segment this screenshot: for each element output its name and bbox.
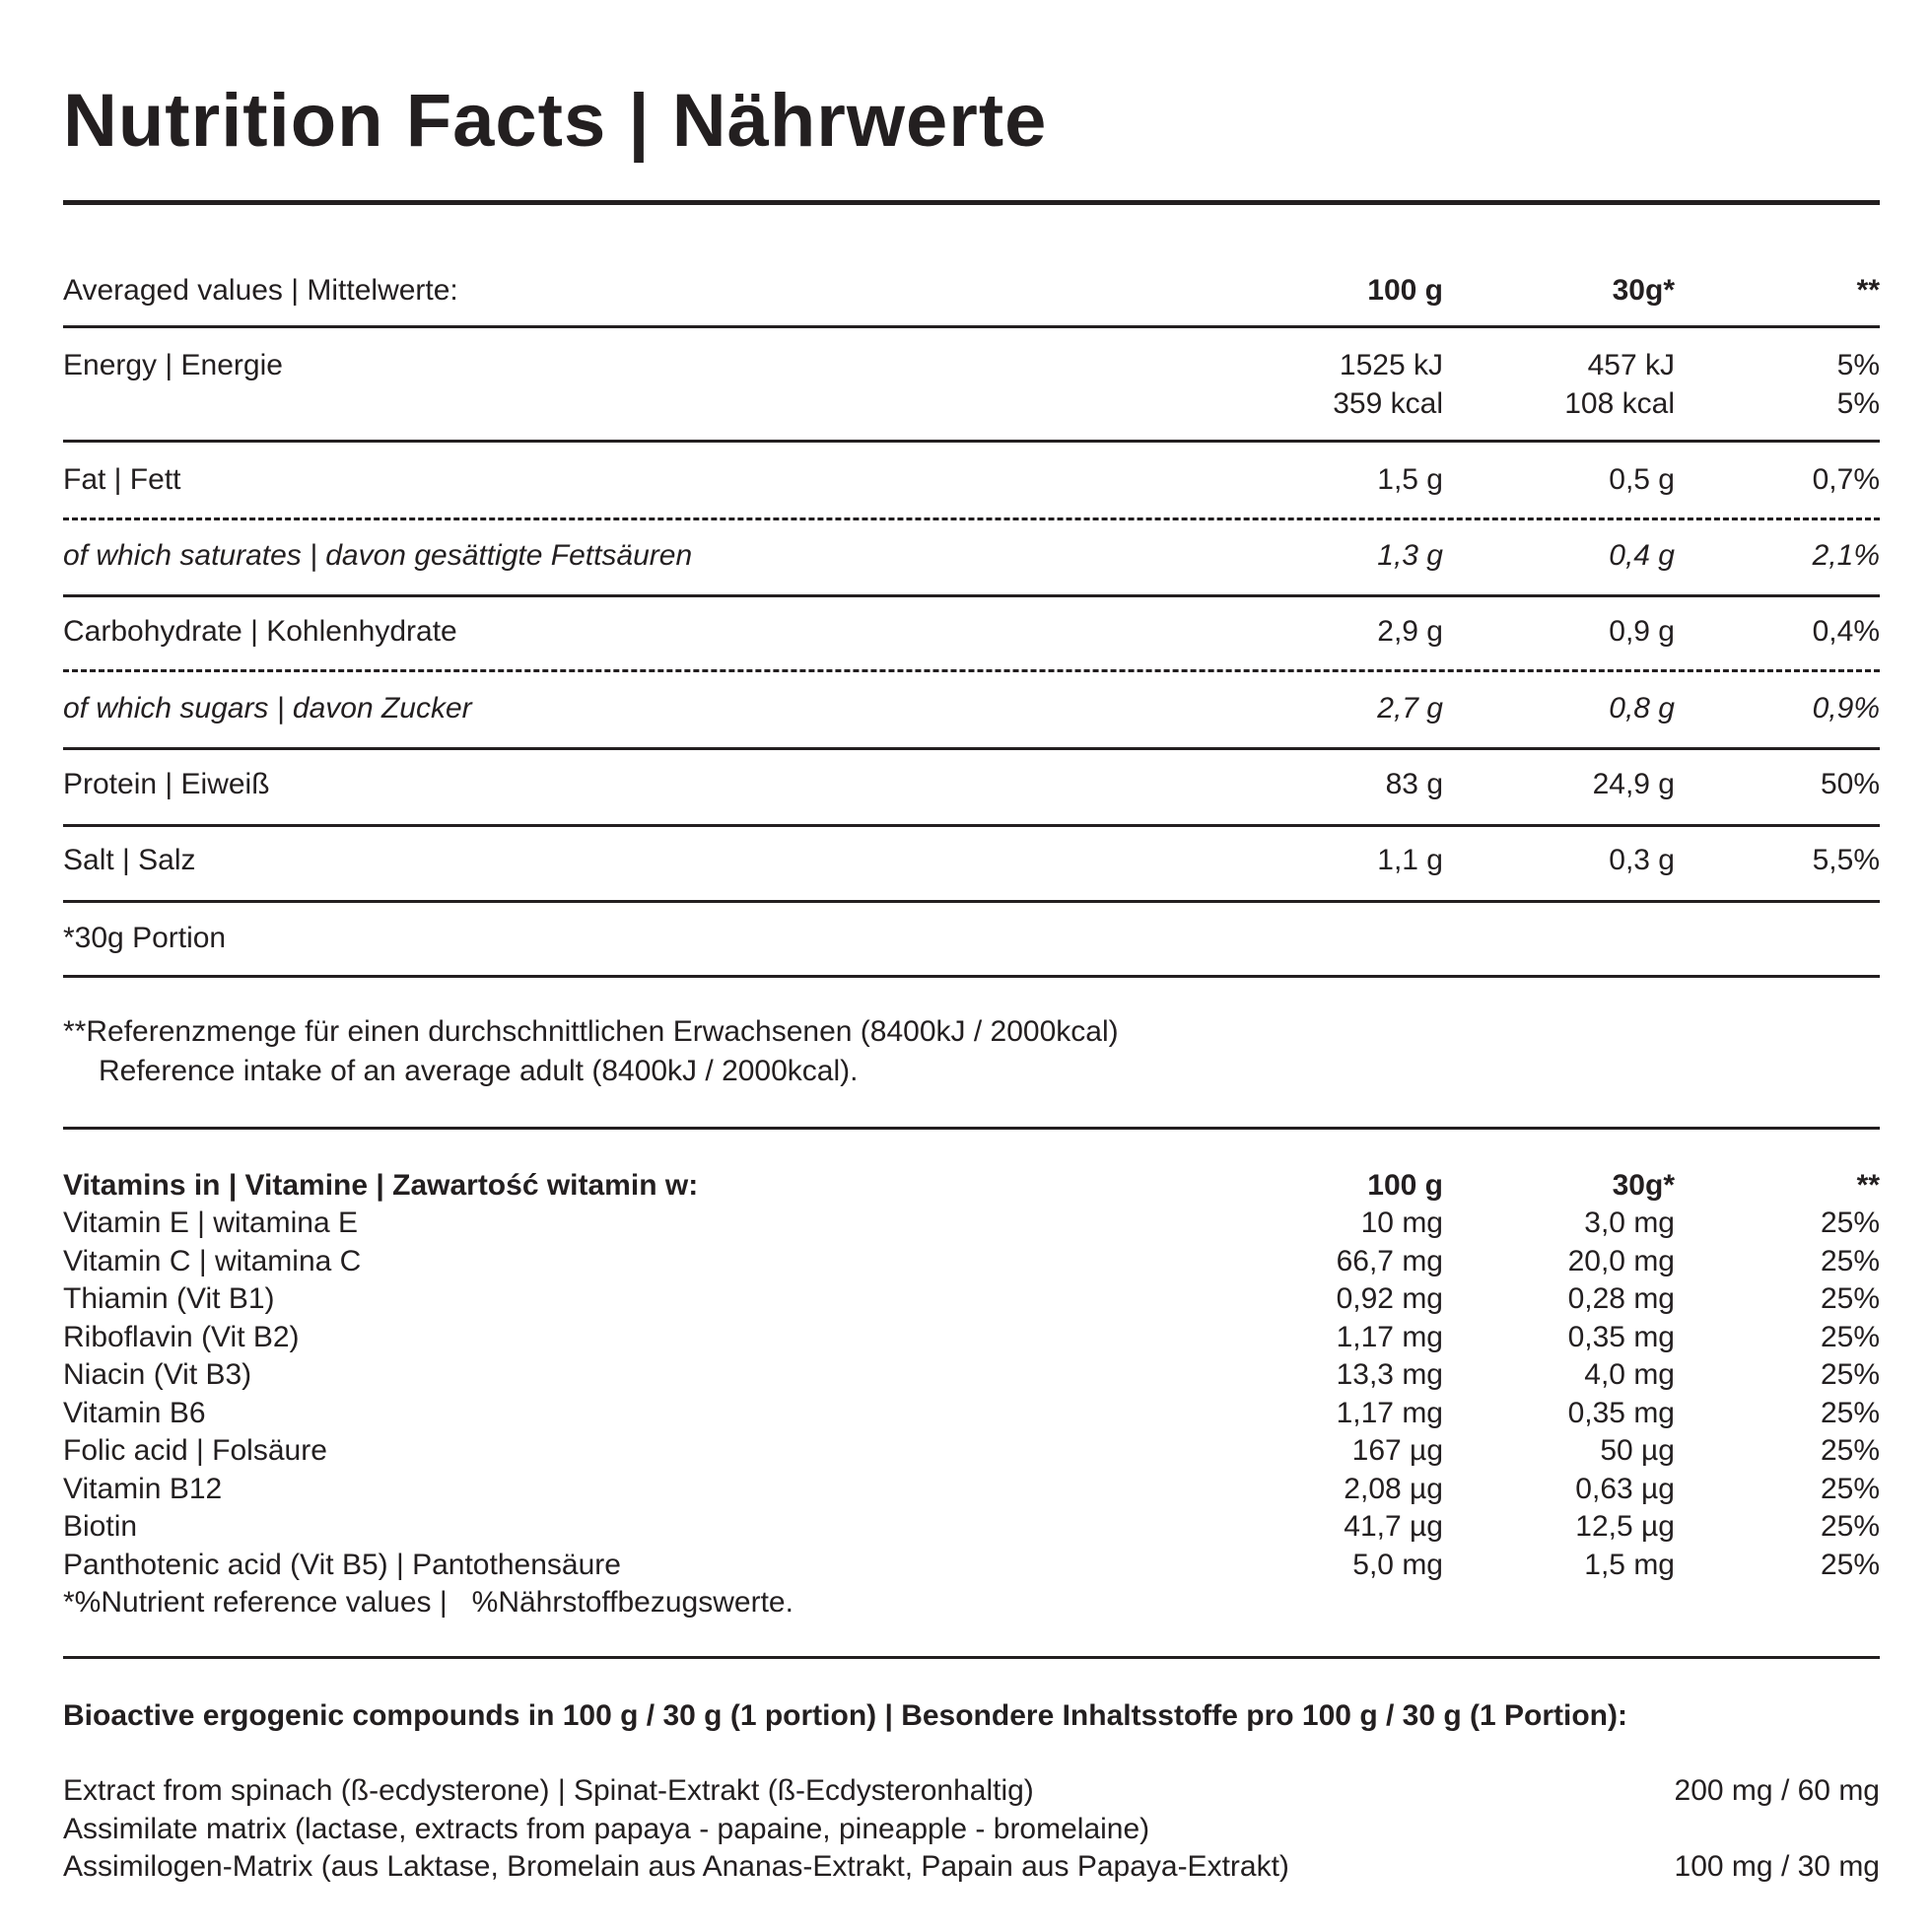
vitamin-row [63, 1280, 1880, 1318]
value-100g: 5,0 mg [1352, 1549, 1443, 1581]
bioactive-value: 100 mg / 30 mg [1674, 1850, 1880, 1883]
header-col-30g: 30g* [1612, 1169, 1675, 1202]
table-row [63, 765, 1880, 804]
vitamin-row [63, 1395, 1880, 1432]
vitamin-label: Vitamin E | witamina E [63, 1207, 359, 1239]
energy-row [63, 346, 1880, 425]
vitamin-row [63, 1205, 1880, 1242]
value-pct: 5,5% [1812, 844, 1880, 876]
value-pct: 25% [1820, 1510, 1880, 1543]
value-30g: 20,0 mg [1567, 1245, 1675, 1277]
value-30g: 0,35 mg [1567, 1321, 1675, 1353]
row-divider [63, 440, 1880, 443]
value-30g: 1,5 mg [1584, 1549, 1675, 1581]
value-pct: 25% [1820, 1245, 1880, 1277]
row-divider [63, 975, 1880, 978]
value-30g: 0,8 g [1609, 692, 1675, 724]
vitamin-label: Panthotenic acid (Vit B5) | Pantothensäure [63, 1549, 621, 1581]
vitamin-label: Vitamin C | witamina C [63, 1245, 362, 1277]
section-divider [63, 1127, 1880, 1130]
energy-kcal-30g: 108 kcal [1564, 387, 1675, 420]
table-row [63, 536, 1880, 576]
row-divider [63, 900, 1880, 903]
row-divider [63, 747, 1880, 750]
value-pct: 0,4% [1812, 615, 1880, 648]
table-row [63, 689, 1880, 728]
dashed-divider [63, 518, 1880, 520]
value-100g: 1,17 mg [1336, 1321, 1443, 1353]
table-row [63, 612, 1880, 652]
value-100g: 13,3 mg [1336, 1358, 1443, 1391]
nutrition-label [63, 0, 1880, 1932]
vitamin-label: Biotin [63, 1510, 138, 1543]
bioactive-label: Extract from spinach (ß-ecdysterone) | Spinat-Extrakt (ß-Ecdysteronhaltig) [63, 1774, 1034, 1807]
value-30g: 12,5 µg [1575, 1510, 1675, 1543]
nutrient-label: of which sugars | davon Zucker [63, 692, 472, 724]
value-100g: 1,17 mg [1336, 1397, 1443, 1429]
value-100g: 10 mg [1360, 1207, 1443, 1239]
value-pct: 2,1% [1812, 539, 1880, 572]
section-divider [63, 1656, 1880, 1659]
bioactive-value: 200 mg / 60 mg [1674, 1774, 1880, 1807]
bioactive-label: Assimilate matrix (lactase, extracts from papaya - papaine, pineapple - bromelaine) [63, 1813, 1150, 1845]
energy-kj-pct: 5% [1836, 349, 1880, 381]
value-30g: 0,28 mg [1567, 1282, 1675, 1315]
table-row [63, 460, 1880, 500]
nutrient-label: Salt | Salz [63, 844, 196, 876]
value-pct: 50% [1820, 768, 1880, 800]
vitamin-label: Riboflavin (Vit B2) [63, 1321, 300, 1353]
value-30g: 3,0 mg [1584, 1207, 1675, 1239]
value-pct: 25% [1820, 1207, 1880, 1239]
row-divider [63, 594, 1880, 597]
energy-kcal-100g: 359 kcal [1333, 387, 1443, 420]
value-30g: 4,0 mg [1584, 1358, 1675, 1391]
value-pct: 25% [1820, 1549, 1880, 1581]
value-pct: 25% [1820, 1473, 1880, 1505]
value-30g: 0,35 mg [1567, 1397, 1675, 1429]
header-label: Averaged values | Mittelwerte: [63, 274, 458, 307]
value-30g: 0,4 g [1609, 539, 1675, 572]
header-col-100g: 100 g [1367, 1169, 1443, 1202]
value-100g: 41,7 µg [1344, 1510, 1443, 1543]
dashed-divider [63, 669, 1880, 672]
bioactive-row [63, 1848, 1880, 1886]
value-100g: 2,08 µg [1344, 1473, 1443, 1505]
header-col-reference: ** [1856, 274, 1880, 307]
vitamin-row [63, 1471, 1880, 1508]
vitamins-header [63, 1167, 1880, 1205]
value-30g: 0,5 g [1609, 463, 1675, 496]
value-100g: 0,92 mg [1336, 1282, 1443, 1315]
vitamin-label: Thiamin (Vit B1) [63, 1282, 275, 1315]
bioactive-row [63, 1811, 1880, 1848]
value-100g: 1,3 g [1377, 539, 1443, 572]
nutrient-label: Protein | Eiweiß [63, 768, 270, 800]
value-100g: 66,7 mg [1336, 1245, 1443, 1277]
value-pct: 25% [1820, 1282, 1880, 1315]
value-100g: 167 µg [1351, 1434, 1443, 1467]
vitamin-note-row [63, 1584, 1880, 1622]
row-divider [63, 824, 1880, 827]
value-100g: 2,9 g [1377, 615, 1443, 648]
vitamin-row [63, 1508, 1880, 1546]
vitamin-row [63, 1243, 1880, 1280]
bioactive-header: Bioactive ergogenic compounds in 100 g / 30 g (1 portion) | Besondere Inhaltsstoffe pro 100 g / 30 g (1 Portion): [63, 1699, 1627, 1732]
vitamin-row [63, 1432, 1880, 1470]
vitamin-label: Vitamin B12 [63, 1473, 223, 1505]
reference-note-en: Reference intake of an average adult (8400kJ / 2000kcal). [99, 1055, 859, 1087]
portion-note-row [63, 919, 1880, 958]
header-col-100g: 100 g [1367, 274, 1443, 307]
energy-label: Energy | Energie [63, 349, 283, 381]
table-row [63, 841, 1880, 880]
energy-kcal-pct: 5% [1836, 387, 1880, 420]
value-30g: 0,63 µg [1575, 1473, 1675, 1505]
bioactive-label: Assimilogen-Matrix (aus Laktase, Bromelain aus Ananas-Extrakt, Papain aus Papaya-Extrakt) [63, 1850, 1289, 1883]
vitamin-row [63, 1319, 1880, 1356]
vitamin-label: Folic acid | Folsäure [63, 1434, 327, 1467]
value-100g: 2,7 g [1377, 692, 1443, 724]
value-pct: 0,7% [1812, 463, 1880, 496]
vitamins-header-label: Vitamins in | Vitamine | Zawartość witamin w: [63, 1169, 699, 1202]
header-divider [63, 325, 1880, 328]
value-pct: 25% [1820, 1434, 1880, 1467]
vitamin-row [63, 1356, 1880, 1394]
value-30g: 24,9 g [1592, 768, 1675, 800]
header-col-reference: ** [1856, 1169, 1880, 1202]
nutrient-label: Fat | Fett [63, 463, 181, 496]
value-pct: 25% [1820, 1397, 1880, 1429]
value-pct: 0,9% [1812, 692, 1880, 724]
page-title: Nutrition Facts | Nährwerte [63, 79, 1048, 163]
portion-note: *30g Portion [63, 922, 227, 954]
value-100g: 1,1 g [1377, 844, 1443, 876]
value-30g: 50 µg [1600, 1434, 1675, 1467]
value-100g: 83 g [1385, 768, 1443, 800]
nutrient-label: of which saturates | davon gesättigte Fettsäuren [63, 539, 693, 572]
value-30g: 0,9 g [1609, 615, 1675, 648]
vitamin-row [63, 1547, 1880, 1584]
header-col-30g: 30g* [1612, 274, 1675, 307]
title-divider [63, 200, 1880, 205]
vitamin-label: Niacin (Vit B3) [63, 1358, 252, 1391]
value-30g: 0,3 g [1609, 844, 1675, 876]
vitamin-label: Vitamin B6 [63, 1397, 206, 1429]
value-100g: 1,5 g [1377, 463, 1443, 496]
vitamin-note: *%Nutrient reference values | %Nährstoffbezugswerte. [63, 1586, 794, 1619]
nutrition-header [63, 271, 1880, 310]
value-pct: 25% [1820, 1321, 1880, 1353]
reference-note-de: **Referenzmenge für einen durchschnittlichen Erwachsenen (8400kJ / 2000kcal) [63, 1015, 1119, 1048]
value-pct: 25% [1820, 1358, 1880, 1391]
nutrient-label: Carbohydrate | Kohlenhydrate [63, 615, 457, 648]
bioactive-row [63, 1772, 1880, 1810]
energy-kj-30g: 457 kJ [1587, 349, 1675, 381]
energy-kj-100g: 1525 kJ [1339, 349, 1443, 381]
